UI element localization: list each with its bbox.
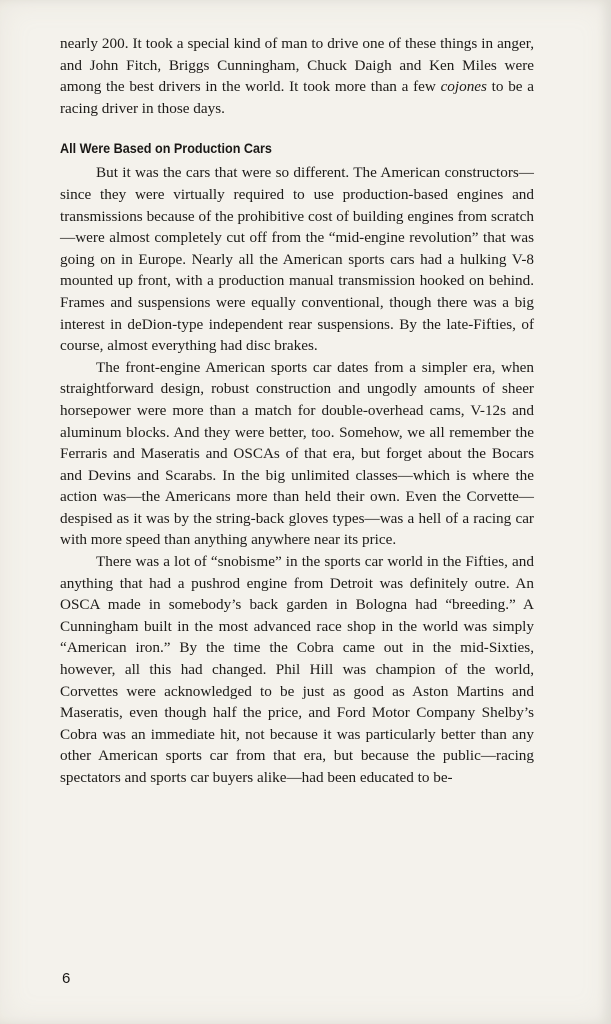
- page-number: 6: [62, 970, 71, 987]
- body-text: [60, 33, 534, 789]
- opening-text-end: to be a racing driver in those days.: [60, 78, 535, 117]
- opening-text: nearly 200. It took a special kind of man to drive one of these things in anger, and John Fitch, Briggs Cunningham, Chuck Daigh and Ken Miles were among the best drivers in the world. It took more than a few: [60, 35, 534, 96]
- paragraph: But it was the cars that were so different. The American constructors—since they were virtually required to use production-based engines and transmissions because of the prohibitive cost of building engines from scratch—were almost completely cut off from the “mid-engine revolution” that was going on in Europe. Nearly all the American sports cars had a hulking V-8 mounted up front, with a production manual transmission hooked on behind. Frames and suspensions were equally conventional, though there was a big interest in deDion-type independent rear suspensions. By the late-Fifties, of course, almost everything had disc brakes.: [60, 164, 534, 355]
- paragraph: The front-engine American sports car dates from a simpler era, when straightforward design, robust construction and ungodly amounts of sheer horsepower were more than a match for double-overhead cams, V-12s and aluminum blocks. And they were better, too. Somehow, we all remember the Ferraris and Maseratis and OSCAs of that era, but forget about the Bocars and Devins and Scarabs. In the big unlimited classes—which is where the action was—the Americans more than held their own. Even the Corvette—despised as it was by the string-back gloves types—was a hell of a racing car with more speed than anything anywhere near its price.: [60, 358, 534, 549]
- opening-paragraph: [60, 33, 534, 119]
- italic-word: cojones: [440, 78, 487, 96]
- section-heading: All Were Based on Production Cars: [60, 140, 272, 157]
- paragraph: There was a lot of “snobisme” in the sports car world in the Fifties, and anything that had a pushrod engine from Detroit was definitely outre. An OSCA made in somebody’s back garden in Bologna had “breeding.” A Cunningham built in the most advanced race shop in the world was simply “American iron.” By the time the Cobra came out in the mid-Sixties, however, all this had changed. Phil Hill was champion of the world, Corvettes were acknowledged to be just as good as Aston Martins and Maseratis, even though half the price, and Ford Motor Company Shelby’s Cobra was an immediate hit, not because it was particularly better than any other American sports car from that era, but because the public—racing spectators and sports car buyers alike—had been educated to be-: [60, 553, 534, 786]
